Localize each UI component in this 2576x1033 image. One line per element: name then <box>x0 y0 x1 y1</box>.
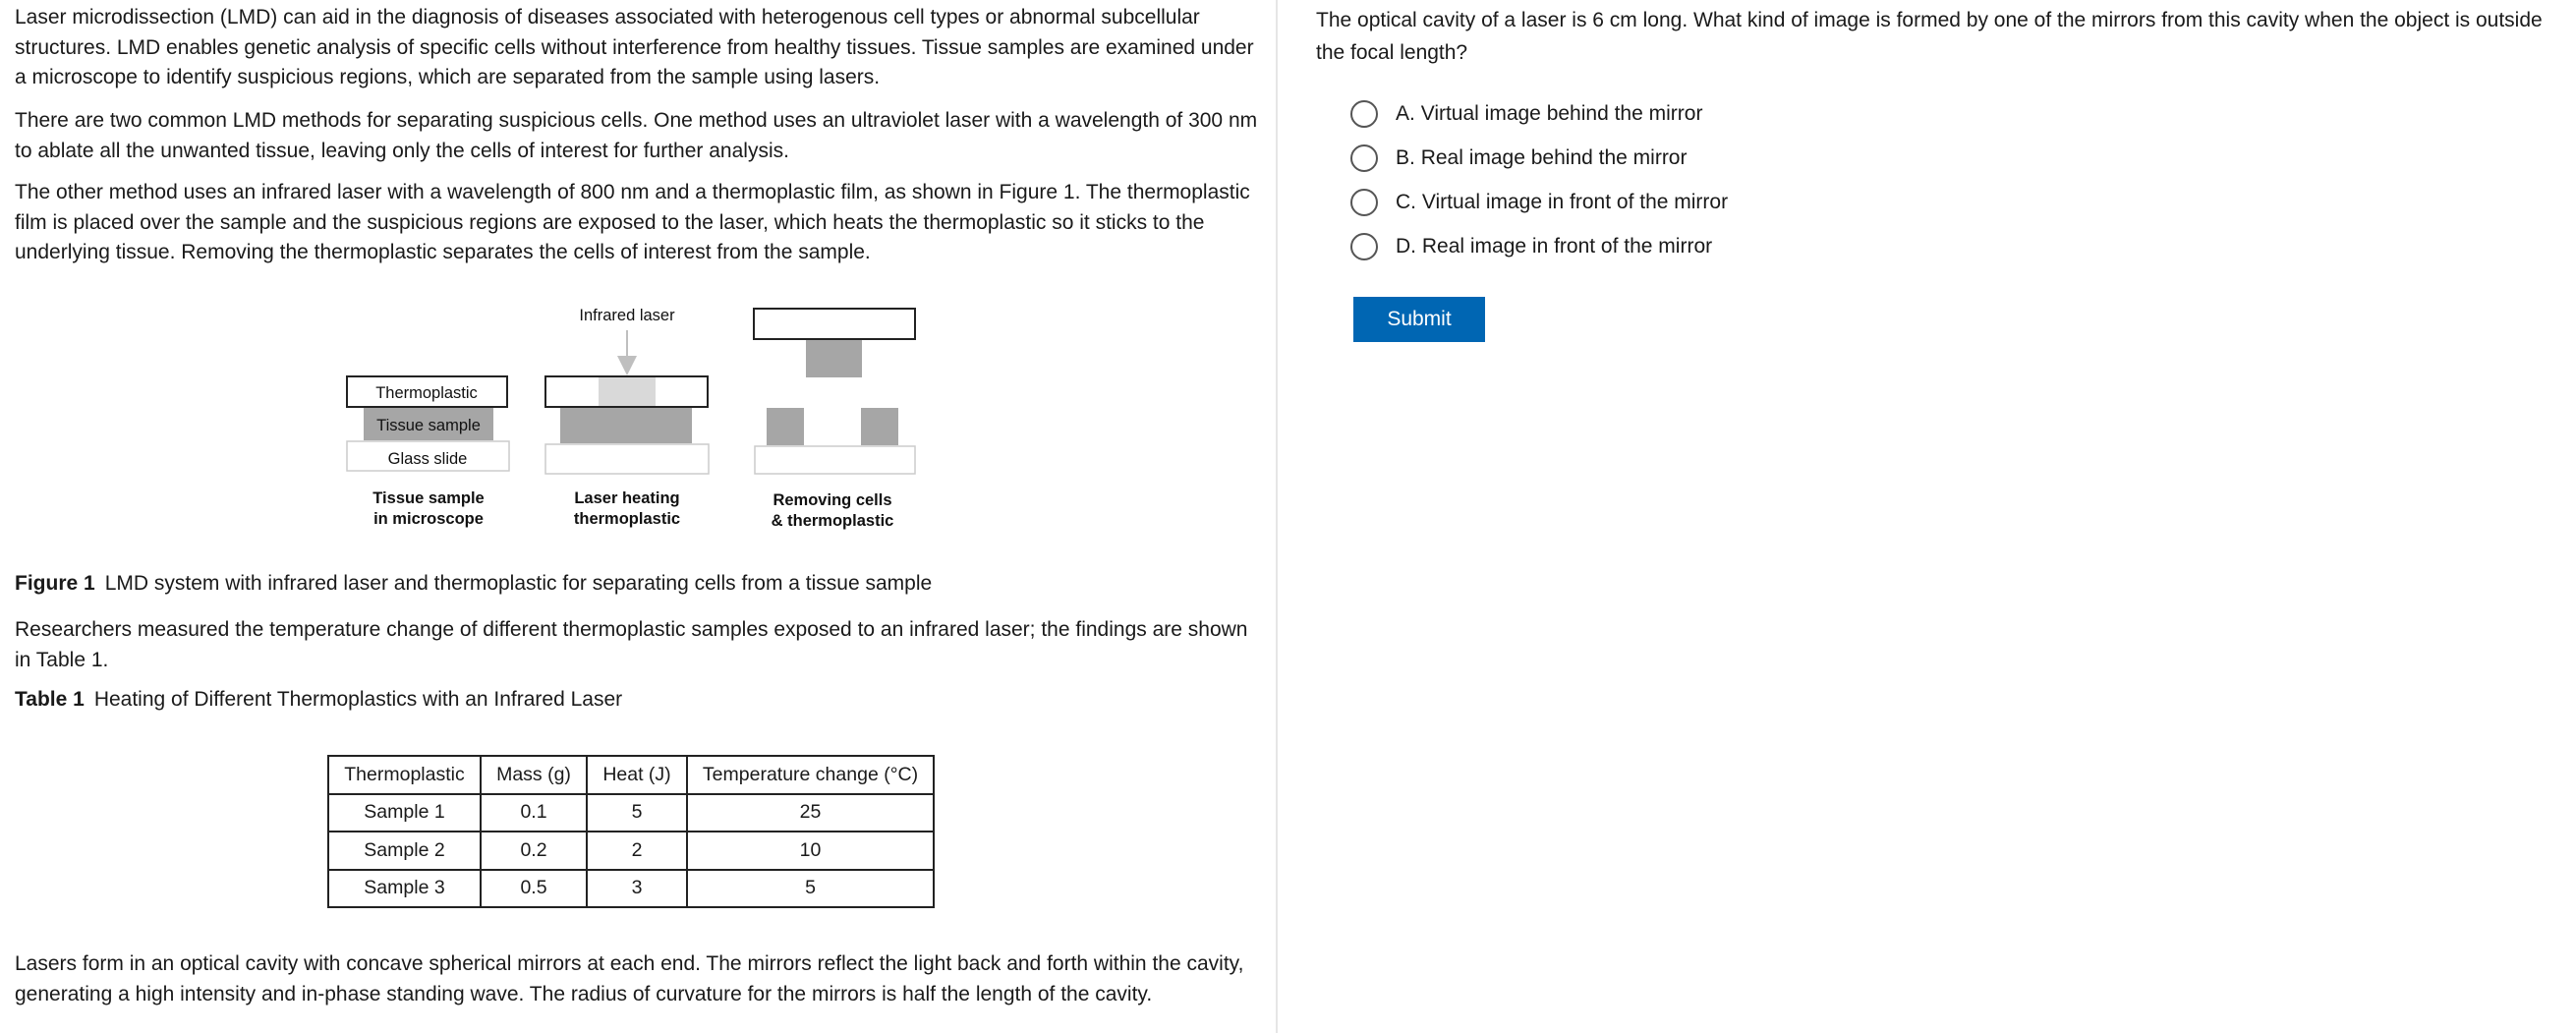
tissue-sample-label: Tissue sample <box>376 417 481 434</box>
lifted-thermoplastic <box>754 309 915 339</box>
choice-a-letter: A. <box>1396 102 1415 125</box>
panel-removing-cells <box>754 309 915 530</box>
glass-slide-label: Glass slide <box>387 450 468 468</box>
choice-b[interactable] <box>1350 141 1687 176</box>
table-cell: Sample 3 <box>328 870 481 908</box>
table-row <box>328 794 934 832</box>
table-cell: Sample 1 <box>328 794 481 832</box>
step-1-label-line-2: in microscope <box>373 510 484 528</box>
choice-d-text: Real image in front of the mirror <box>1421 235 1713 258</box>
table-header-cell: Temperature change (°C) <box>687 756 934 794</box>
table-cell: 3 <box>587 870 687 908</box>
infrared-laser-label: Infrared laser <box>579 307 675 324</box>
panel-tissue-sample <box>347 376 509 528</box>
passage-paragraph-1: Laser microdissection (LMD) can aid in the diagnosis of diseases associated with heterogenous cell types or abnormal subcellular structures. LMD enables genetic analysis of specific cells without interference from healthy tissues. Tissue samples are examined under a microscope to identify suspicious regions, which are separated from the sample using lasers. <box>15 6 1254 88</box>
glass-slide-3 <box>755 446 915 474</box>
table-cell: 2 <box>587 832 687 870</box>
removed-cells <box>806 340 862 377</box>
choice-d-letter: D. <box>1396 235 1416 258</box>
choice-c-radio[interactable] <box>1350 189 1378 216</box>
step-3-label-line-1: Removing cells <box>773 491 892 509</box>
choice-b-radio[interactable] <box>1350 144 1378 172</box>
tissue-layer-2 <box>560 408 692 443</box>
choice-c[interactable] <box>1350 185 1728 220</box>
heated-region <box>599 377 656 406</box>
submit-button[interactable]: Submit <box>1353 297 1485 342</box>
passage-paragraph-2: There are two common LMD methods for separating suspicious cells. One method uses an ultraviolet laser with a wavelength of 300 nm to ablate all the unwanted tissue, leaving only the cells of interest for further analysis. <box>15 109 1258 162</box>
choice-a-text: Virtual image behind the mirror <box>1420 102 1703 125</box>
table-cell: 10 <box>687 832 934 870</box>
table-cell: 0.2 <box>481 832 587 870</box>
passage-pane <box>0 0 1278 1033</box>
data-table <box>327 755 935 908</box>
figure-caption <box>15 569 932 599</box>
question-pane <box>1280 0 2576 1033</box>
table-caption-label: Table 1 <box>15 688 85 711</box>
table-header-row <box>328 756 934 794</box>
remaining-tissue-left <box>767 408 804 445</box>
step-1-label-line-1: Tissue sample <box>372 489 485 507</box>
thermoplastic-label: Thermoplastic <box>375 384 478 402</box>
choice-c-letter: C. <box>1396 191 1416 213</box>
choice-d-radio[interactable] <box>1350 233 1378 260</box>
passage-paragraph-3: The other method uses an infrared laser with a wavelength of 800 nm and a thermoplastic film, as shown in Figure 1. The thermoplastic film is placed over the sample and the suspicious regions are exposed to the laser, which heats the thermoplastic so it sticks to the underlying tissue. Removing the thermoplastic separates the cells of interest from the sample. <box>15 181 1250 263</box>
table-header-cell: Thermoplastic <box>328 756 481 794</box>
figure-1-diagram <box>334 295 944 541</box>
table-cell: 0.5 <box>481 870 587 908</box>
table-cell: 25 <box>687 794 934 832</box>
glass-slide-2 <box>545 444 709 474</box>
table-cell: 5 <box>587 794 687 832</box>
table-header-cell: Heat (J) <box>587 756 687 794</box>
choice-b-text: Real image behind the mirror <box>1420 146 1688 169</box>
passage-paragraph-5: Lasers form in an optical cavity with concave spherical mirrors at each end. The mirrors reflect the light back and forth within the cavity, generating a high intensity and in-phase standing wave. The radius of curvature for the mirrors is half the length of the cavity. <box>15 952 1244 1005</box>
step-2-label-line-1: Laser heating <box>574 489 680 507</box>
figure-caption-text: LMD system with infrared laser and thermoplastic for separating cells from a tissue sample <box>104 572 933 595</box>
remaining-tissue-right <box>861 408 898 445</box>
table-row <box>328 870 934 908</box>
table-header-cell: Mass (g) <box>481 756 587 794</box>
choice-b-letter: B. <box>1396 146 1415 169</box>
choice-a[interactable] <box>1350 96 1702 132</box>
table-cell: 0.1 <box>481 794 587 832</box>
step-2-label-line-2: thermoplastic <box>573 510 681 528</box>
passage-paragraph-4: Researchers measured the temperature change of different thermoplastic samples exposed to an infrared laser; the findings are shown in Table 1. <box>15 618 1248 671</box>
table-cell: Sample 2 <box>328 832 481 870</box>
choice-d[interactable] <box>1350 229 1712 264</box>
table-caption <box>15 685 622 715</box>
table-caption-text: Heating of Different Thermoplastics with an Infrared Laser <box>93 688 623 711</box>
table-row <box>328 832 934 870</box>
panel-laser-heating <box>545 307 709 528</box>
choice-a-radio[interactable] <box>1350 100 1378 128</box>
choice-c-text: Virtual image in front of the mirror <box>1421 191 1729 213</box>
step-3-label-line-2: & thermoplastic <box>771 512 894 530</box>
figure-caption-label: Figure 1 <box>15 572 95 595</box>
question-text: The optical cavity of a laser is 6 cm long. What kind of image is formed by one of the mirrors from this cavity when the object is outside the focal length? <box>1316 9 2543 64</box>
table-cell: 5 <box>687 870 934 908</box>
